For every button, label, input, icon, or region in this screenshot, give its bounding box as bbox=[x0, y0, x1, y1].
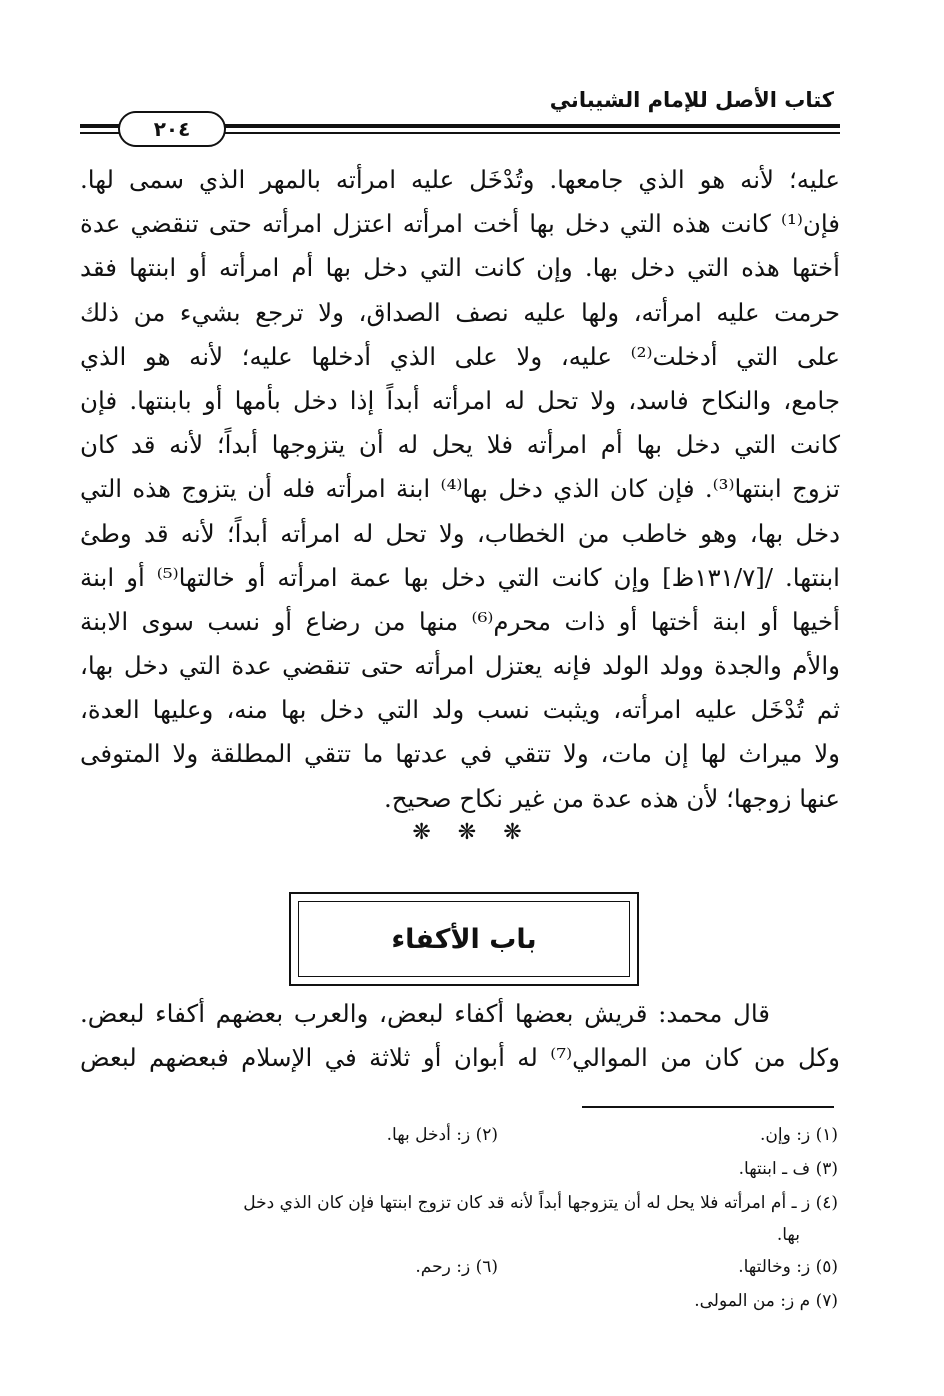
text-line: ثم تُدْخَل عليه امرأته، ويثبت نسب ولد التي دخل بها منه، وعليها العدة، bbox=[80, 695, 840, 725]
text-line: أختها هذه التي دخل بها. وإن كانت التي دخل بها أم امرأته أو ابنتها فقد bbox=[80, 253, 840, 283]
footnote-2: (٢) ز: أدخل بها. bbox=[386, 1125, 498, 1145]
book-title: كتاب الأصل للإمام الشيباني bbox=[549, 88, 834, 112]
text-line: أخيها أو ابنة أختها أو ذات محرم⁽⁶⁾ منها من رضاع أو نسب سوى الابنة bbox=[80, 606, 840, 636]
footnote-5: (٥) ز: وخالتها. bbox=[738, 1257, 838, 1277]
footnotes bbox=[80, 1118, 838, 1318]
page-header bbox=[80, 78, 840, 148]
text-line: جامع، والنكاح فاسد، ولا تحل له امرأته أبداً إذا دخل بأمها أو بابنتها. فإن bbox=[80, 385, 840, 415]
text-line: والأم والجدة وولد الولد فإنه يعتزل امرأته حتى تنقضي عدة التي دخل بها، bbox=[80, 651, 840, 681]
text-line: على التي أدخلت⁽²⁾ عليه، ولا على الذي أدخلها عليه؛ لأنه هو الذي bbox=[80, 341, 841, 371]
text-line: ابنتها. /[١٣١/٧ظ] وإن كانت التي دخل بها عمة امرأته أو خالتها⁽⁵⁾ أو ابنة bbox=[80, 562, 840, 592]
footnote-row bbox=[80, 1250, 838, 1284]
footnote-row bbox=[80, 1284, 838, 1318]
chapter-title-inner-frame bbox=[298, 901, 630, 977]
footnote-row bbox=[80, 1152, 838, 1186]
footnote-4-continuation: بها. bbox=[776, 1225, 800, 1245]
footnote-1: (١) ز: وإن. bbox=[760, 1125, 838, 1145]
chapter-text bbox=[80, 992, 840, 1080]
text-line: قال محمد: قريش بعضها أكفاء لبعض، والعرب بعضهم أكفاء لبعض. bbox=[80, 999, 770, 1028]
text-line: تزوج ابنتها⁽³⁾. فإن كان الذي دخل بها⁽⁴⁾ ابنة امرأته فله أن يتزوج هذه التي bbox=[80, 474, 841, 504]
footnote-row bbox=[80, 1186, 838, 1220]
text-line: فإن⁽¹⁾ كانت هذه التي دخل بها أخت امرأته اعتزل امرأته حتى تنقضي عدة bbox=[80, 209, 840, 239]
section-separator: ❋ ❋ ❋ bbox=[412, 820, 532, 845]
footnote-7: (٧) م ز: من المولى. bbox=[694, 1291, 838, 1311]
main-text bbox=[80, 158, 840, 821]
footnote-3: (٣) ف ـ ابنتها. bbox=[738, 1159, 838, 1179]
footnote-separator bbox=[582, 1106, 834, 1108]
page-number: ٢٠٤ bbox=[118, 111, 226, 147]
chapter-title: باب الأكفاء bbox=[391, 923, 537, 955]
text-line: وكل من كان من الموالي⁽⁷⁾ له أبوان أو ثلاثة في الإسلام فبعضهم لبعض bbox=[80, 1043, 840, 1073]
chapter-title-frame bbox=[289, 892, 639, 986]
footnote-row bbox=[80, 1118, 838, 1152]
footnote-4: (٤) ز ـ أم امرأته فلا يحل له أن يتزوجها أبداً لأنه قد كان تزوج ابنتها فإن كان الذي دخل bbox=[243, 1193, 838, 1213]
footnote-6: (٦) ز: رحم. bbox=[415, 1257, 498, 1277]
text-line: عنها زوجها؛ لأن هذه عدة من غير نكاح صحيح. bbox=[383, 783, 840, 813]
text-line: حرمت عليه امرأته، ولها عليه نصف الصداق، ولا ترجع بشيء من ذلك bbox=[80, 297, 840, 327]
text-line: دخل بها، وهو خاطب من الخطاب، ولا تحل له امرأته أبداً؛ لأنه قد وطئ bbox=[80, 518, 840, 548]
text-line: عليه؛ لأنه هو الذي جامعها. وتُدْخَل عليه امرأته بالمهر الذي سمى لها. bbox=[80, 165, 840, 194]
text-line: ولا ميراث لها إن مات، ولا تتقي في عدتها ما تتقي المطلقة ولا المتوفى bbox=[80, 739, 840, 769]
text-line: كانت التي دخل بها أم امرأته فلا يحل له أن يتزوجها أبداً؛ لأنه قد كان bbox=[80, 430, 840, 460]
